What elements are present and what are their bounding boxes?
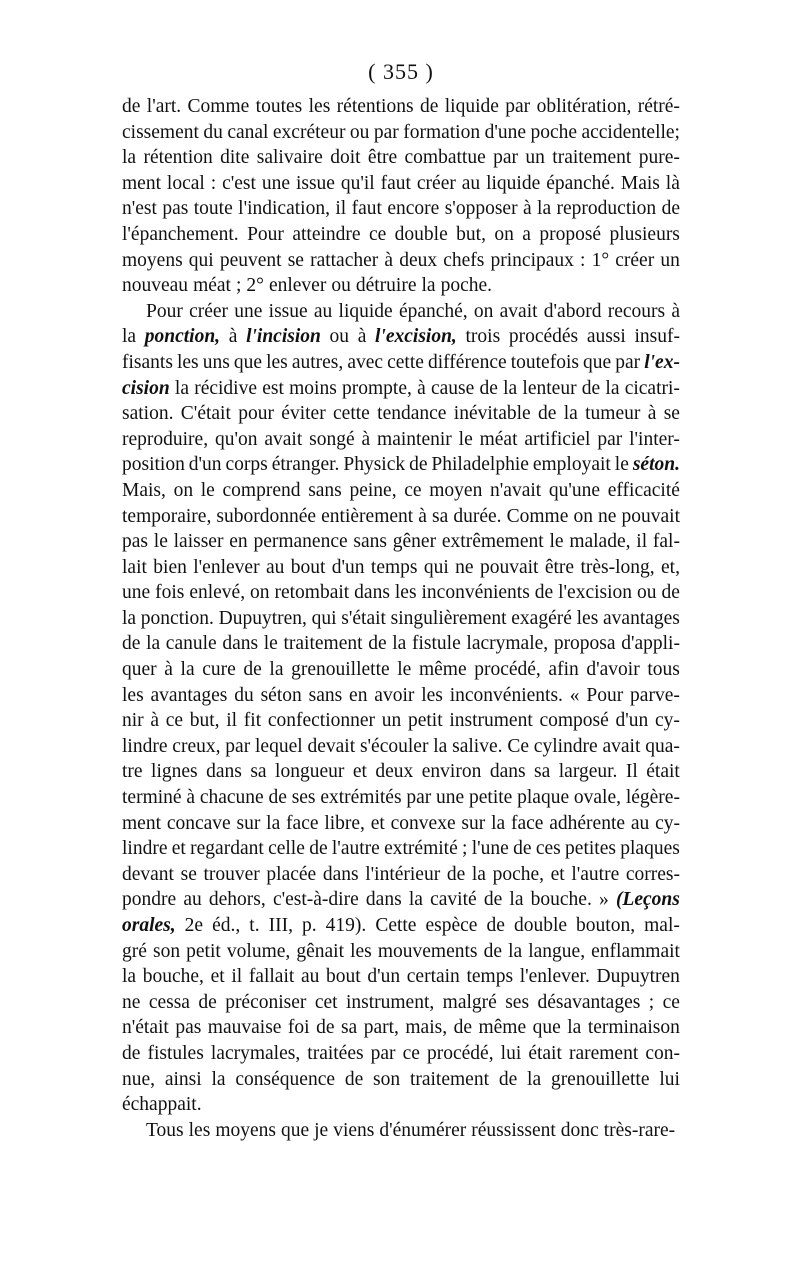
text-line: la bouche, et il fallait au bout d'un certain temps l'enlever. Dupuytren [122,966,680,988]
text-line: Pour créer une issue au liquide épanché, on avait d'abord recours à [146,300,680,322]
text-line: n'était pas mauvaise foi de sa part, mais, de même que la terminaison [122,1017,680,1039]
text-line: cissement du canal excréteur ou par formation d'une poche accidentelle; [122,121,680,143]
text-line: pondre au dehors, c'est-à-dire dans la cavité de la bouche. » (Leçons [122,889,680,911]
body-text [122,94,680,1143]
text-line: de l'art. Comme toutes les rétentions de liquide par oblitération, rétré- [122,96,680,117]
text-line: la ponction. Dupuytren, qui s'était singulièrement exagéré les avantages [122,607,680,629]
book-page [122,58,680,1143]
text-line: nouveau méat ; 2° enlever ou détruire la poche. [122,275,492,297]
text-line: la ponction, à l'incision ou à l'excision, trois procédés aussi insuf- [122,326,680,348]
text-line: pas le laisser en permanence sans gêner extrêmement le malade, il fal- [122,531,680,553]
paragraph [122,94,680,299]
text-line: ment local : c'est une issue qu'il faut créer au liquide épanché. Mais là [122,172,680,194]
text-line: ne cessa de préconiser cet instrument, malgré ses désavantages ; ce [122,991,680,1013]
text-line: une fois enlevé, on retombait dans les inconvénients de l'excision ou de [122,582,680,604]
text-line: les avantages du séton sans en avoir les inconvénients. « Pour parve- [122,684,680,706]
text-line: Tous les moyens que je viens d'énumérer réussissent donc très-rare- [146,1119,676,1141]
text-line: n'est pas toute l'indication, il faut encore s'opposer à la reproduction de [122,198,680,220]
page-number: ( 355 ) [368,59,434,84]
text-line: moyens qui peuvent se rattacher à deux chefs principaux : 1° créer un [122,249,680,271]
text-line: reproduire, qu'on avait songé à maintenir le méat artificiel par l'inter- [122,428,680,450]
text-line: la rétention dite salivaire doit être combattue par un traitement pure- [122,147,680,169]
text-line: gré son petit volume, gênait les mouvements de la langue, enflammait [122,940,680,962]
text-line: lindre et regardant celle de l'autre extrémité ; l'une de ces petites plaques [122,838,680,860]
text-line: tre lignes dans sa longueur et deux environ dans sa largeur. Il était [122,761,680,783]
text-line: sation. C'était pour éviter cette tendance inévitable de la tumeur à se [122,403,680,425]
text-line: de fistules lacrymales, traitées par ce procédé, lui était rarement con- [122,1042,680,1064]
text-line: lait bien l'enlever au bout d'un temps qui ne pouvait être très-long, et, [122,556,680,578]
text-line: quer à la cure de la grenouillette le même procédé, afin d'avoir tous [122,659,680,681]
paragraph [122,1118,680,1144]
text-line: nue, ainsi la conséquence de son traitement de la grenouillette lui [122,1068,680,1090]
text-line: position d'un corps étranger. Physick de Philadelphie employait le séton. [122,454,680,476]
text-line: Mais, on le comprend sans peine, ce moyen n'avait qu'une efficacité [122,479,680,501]
text-line: devant se trouver placée dans l'intérieur de la poche, et l'autre corres- [122,863,680,885]
text-line: l'épanchement. Pour atteindre ce double but, on a proposé plusieurs [122,223,680,245]
text-line: terminé à chacune de ses extrémités par une petite plaque ovale, légère- [122,787,680,809]
text-line: temporaire, subordonnée entièrement à sa durée. Comme on ne pouvait [122,505,680,527]
text-line: de la canule dans le traitement de la fistule lacrymale, proposa d'appli- [122,633,680,655]
text-line: nir à ce but, il fit confectionner un petit instrument composé d'un cy- [122,710,680,732]
text-line: ment concave sur la face libre, et convexe sur la face adhérente au cy- [122,812,680,834]
paragraph [122,299,680,1118]
text-line: cision la récidive est moins prompte, à cause de la lenteur de la cicatri- [122,377,680,399]
text-line: échappait. [122,1094,202,1116]
text-line: orales, 2e éd., t. III, p. 419). Cette espèce de double bouton, mal- [122,915,680,936]
text-line: fisants les uns que les autres, avec cette différence toutefois que par l'ex- [122,351,680,373]
text-line: lindre creux, par lequel devait s'écouler la salive. Ce cylindre avait qua- [122,735,680,757]
